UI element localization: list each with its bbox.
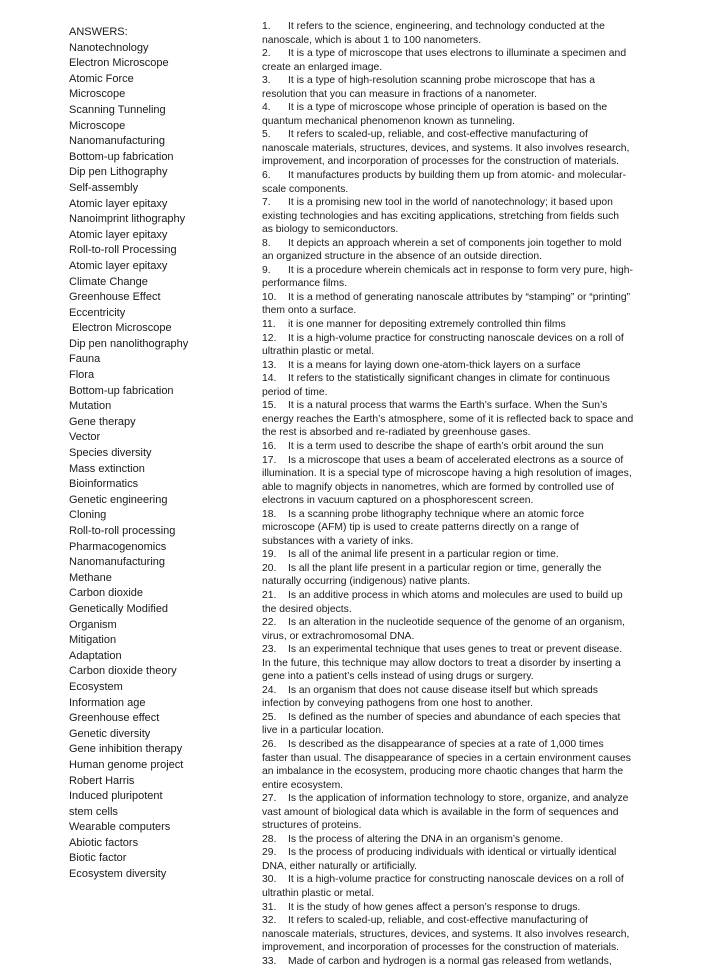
answer-item: Dip pen nanolithography: [69, 337, 189, 350]
question-continuation: [262, 88, 667, 102]
question-text: It is a method of generating nanoscale attributes by “stamping” or “printing”: [288, 291, 631, 303]
question-item: [262, 128, 667, 142]
question-text: Is all of the animal life present in a particular region or time.: [288, 549, 559, 561]
question-text: scale components.: [262, 183, 349, 195]
question-item: [262, 711, 667, 725]
question-text: Is an experimental technique that uses genes to treat or prevent disease.: [288, 644, 623, 656]
question-text: nanoscale materials, structures, devices, and systems. It also involves research,: [262, 142, 630, 154]
question-number: 8.: [262, 237, 271, 249]
question-number: 13.: [262, 359, 277, 371]
answer-item: Bottom-up fabrication: [69, 150, 174, 163]
question-number: 17.: [262, 454, 277, 466]
answer-item: Wearable computers: [69, 821, 171, 834]
question-continuation: [262, 670, 667, 684]
question-text: electrons in vacuum captured on a phosphorescent screen.: [262, 495, 534, 507]
question-continuation: [262, 941, 667, 955]
question-text: Is an organism that does not cause disease itself but which spreads: [288, 684, 598, 696]
question-item: [262, 589, 667, 603]
answer-item: Electron Microscope: [69, 57, 169, 70]
question-item: [262, 792, 667, 806]
question-continuation: [262, 752, 667, 766]
question-text: Is the process of producing individuals with identical or virtually identical: [288, 847, 617, 859]
question-number: 24.: [262, 684, 277, 696]
answer-item: Scanning Tunneling: [69, 103, 166, 116]
question-text: infection by conveying pathogens from one host to another.: [262, 698, 533, 710]
question-number: 15.: [262, 400, 277, 412]
question-text: as biology to semiconductors.: [262, 224, 399, 236]
question-continuation: [262, 115, 667, 129]
question-text: It is a natural process that warms the Earth’s surface. When the Sun’s: [288, 400, 608, 412]
answer-item: Genetically Modified: [69, 602, 169, 615]
answer-item: Robert Harris: [69, 774, 135, 787]
question-text: faster than usual. The disappearance of species in a certain environment causes: [262, 752, 631, 764]
answer-item: Bottom-up fabrication: [69, 384, 174, 397]
question-text: It is a term used to describe the shape of earth’s orbit around the sun: [288, 440, 604, 452]
answer-item: Abiotic factors: [69, 836, 139, 849]
answer-item: Greenhouse Effect: [69, 291, 161, 304]
question-text: period of time.: [262, 386, 328, 398]
question-number: 9.: [262, 264, 271, 276]
question-text: Is defined as the number of species and abundance of each species that: [288, 711, 621, 723]
question-number: 21.: [262, 589, 277, 601]
answer-item: Gene inhibition therapy: [69, 743, 183, 756]
answer-item: Nanoimprint lithography: [69, 213, 186, 226]
question-number: 7.: [262, 197, 271, 209]
question-continuation: [262, 155, 667, 169]
answer-item: Dip pen Lithography: [69, 166, 168, 179]
question-number: 16.: [262, 440, 277, 452]
question-text: It is the study of how genes affect a person’s response to drugs.: [288, 901, 581, 913]
question-number: 30.: [262, 874, 277, 886]
question-text: the desired objects.: [262, 603, 352, 615]
answer-item: Gene therapy: [69, 415, 136, 428]
answer-item: Carbon dioxide: [69, 587, 143, 600]
question-number: 19.: [262, 549, 277, 561]
question-number: 28.: [262, 833, 277, 845]
question-text: Is the application of information technology to store, organize, and analyze: [288, 793, 629, 805]
question-continuation: [262, 210, 667, 224]
answer-item: Bioinformatics: [69, 478, 139, 491]
question-text: the rest is absorbed and re-radiated by greenhouse gases.: [262, 427, 531, 439]
question-continuation: [262, 345, 667, 359]
question-continuation: [262, 250, 667, 264]
question-number: 18.: [262, 508, 277, 520]
question-item: [262, 318, 667, 332]
question-item: [262, 20, 667, 34]
question-text: Is a microscope that uses a beam of accelerated electrons as a source of: [288, 454, 624, 466]
question-text: It refers to the science, engineering, and technology conducted at the: [288, 21, 605, 32]
answer-item: Carbon dioxide theory: [69, 665, 177, 678]
question-number: 3.: [262, 75, 271, 87]
question-continuation: [262, 928, 667, 942]
answer-item: Fauna: [69, 353, 101, 366]
question-continuation: [262, 724, 667, 738]
question-continuation: [262, 806, 667, 820]
question-text: resolution that you can measure in fractions of a nanometer.: [262, 88, 537, 100]
question-text: DNA, either naturally or artificially.: [262, 860, 418, 872]
question-continuation: [262, 34, 667, 48]
question-text: live in a particular location.: [262, 725, 384, 737]
question-continuation: [262, 494, 667, 508]
question-number: 27.: [262, 793, 277, 805]
question-item: [262, 901, 667, 915]
answer-item: Nanomanufacturing: [69, 556, 166, 569]
question-item: [262, 101, 667, 115]
question-text: It is a high-volume practice for constructing nanoscale devices on a roll of: [288, 874, 624, 886]
answer-item: Eccentricity: [69, 306, 126, 319]
question-number: 25.: [262, 711, 277, 723]
question-number: 26.: [262, 738, 277, 750]
question-number: 33.: [262, 955, 277, 967]
question-text: existing technologies and has exciting applications, stretching from fields such: [262, 210, 620, 222]
question-item: [262, 264, 667, 278]
question-text: vast amount of biological data which is available in the form of sequences and: [262, 806, 619, 818]
answer-item: Organism: [69, 618, 117, 631]
question-text: nanoscale, which is about 1 to 100 nanometers.: [262, 34, 482, 46]
question-text: ultrathin plastic or metal.: [262, 346, 375, 358]
question-continuation: [262, 521, 667, 535]
question-continuation: [262, 223, 667, 237]
question-text: illumination. It is a special type of microscope having a high resolution of images,: [262, 468, 632, 480]
question-number: 29.: [262, 847, 277, 859]
question-continuation: [262, 765, 667, 779]
question-continuation: [262, 819, 667, 833]
question-continuation: [262, 779, 667, 793]
answer-item: Climate Change: [69, 275, 148, 288]
answer-item: Mutation: [69, 400, 112, 413]
question-text: improvement, and incorporation of processes for the construction of materials.: [262, 942, 620, 954]
question-text: structures of proteins.: [262, 820, 362, 832]
question-number: 4.: [262, 102, 271, 114]
question-text: Is an alteration in the nucleotide sequence of the genome of an organism,: [288, 617, 625, 629]
question-continuation: [262, 860, 667, 874]
answer-item: Atomic layer epitaxy: [69, 228, 168, 241]
question-item: [262, 47, 667, 61]
question-text: virus, or extrachromosomal DNA.: [262, 630, 415, 642]
answer-item: Cloning: [69, 509, 107, 522]
question-continuation: [262, 657, 667, 671]
answer-item: Electron Microscope: [72, 322, 172, 335]
question-text: It is a type of high-resolution scanning probe microscope that has a: [288, 75, 596, 87]
question-number: 22.: [262, 617, 277, 629]
question-item: [262, 196, 667, 210]
answer-item: Methane: [69, 571, 112, 584]
question-item: [262, 548, 667, 562]
answer-item: Biotic factor: [69, 852, 127, 865]
answer-item: Nanomanufacturing: [69, 135, 166, 148]
question-number: 2.: [262, 48, 271, 60]
question-number: 23.: [262, 644, 277, 656]
answer-item: stem cells: [69, 805, 118, 818]
question-text: It is a type of microscope whose principle of operation is based on the: [288, 102, 608, 114]
question-number: 32.: [262, 915, 277, 927]
question-text: Is described as the disappearance of species at a rate of 1,000 times: [288, 738, 604, 750]
question-text: In the future, this technique may allow doctors to treat a disorder by inserting a: [262, 657, 621, 669]
question-item: [262, 738, 667, 752]
answer-item: Genetic engineering: [69, 493, 168, 506]
question-text: gene into a patient’s cells instead of using drugs or surgery.: [262, 671, 534, 683]
question-item: [262, 291, 667, 305]
question-item: [262, 74, 667, 88]
answer-item: Genetic diversity: [69, 727, 151, 740]
question-continuation: [262, 630, 667, 644]
question-number: 6.: [262, 170, 271, 182]
question-text: It refers to scaled-up, reliable, and cost-effective manufacturing of: [288, 915, 588, 927]
question-item: [262, 359, 667, 373]
question-text: It depicts an approach wherein a set of components join together to mold: [288, 237, 622, 249]
answer-item: Mass extinction: [69, 462, 145, 475]
question-continuation: [262, 603, 667, 617]
question-number: 10.: [262, 291, 277, 303]
question-text: It refers to scaled-up, reliable, and cost-effective manufacturing of: [288, 129, 588, 141]
answer-item: Self-assembly: [69, 181, 139, 194]
question-text: Is the process of altering the DNA in an organism’s genome.: [288, 833, 564, 845]
questions-column: [262, 20, 667, 968]
answer-item: Adaptation: [69, 649, 122, 662]
answer-item: Microscope: [69, 88, 126, 101]
answer-item: Atomic layer epitaxy: [69, 259, 168, 272]
question-continuation: [262, 386, 667, 400]
question-text: Is an additive process in which atoms and molecules are used to build up: [288, 589, 623, 601]
question-text: It is a high-volume practice for constructing nanoscale devices on a roll of: [288, 332, 624, 344]
question-continuation: [262, 61, 667, 75]
question-text: substances with a variety of inks.: [262, 535, 414, 547]
question-item: [262, 914, 667, 928]
question-text: improvement, and incorporation of processes for the construction of materials.: [262, 156, 620, 168]
question-continuation: [262, 535, 667, 549]
answer-item: Species diversity: [69, 447, 152, 460]
question-item: [262, 237, 667, 251]
question-continuation: [262, 413, 667, 427]
answer-item: Roll-to-roll Processing: [69, 244, 177, 257]
question-text: an imbalance in the ecosystem, producing more chaotic changes that harm the: [262, 766, 624, 778]
question-text: It is a means for laying down one-atom-thick layers on a surface: [288, 359, 581, 371]
answer-item: Ecosystem diversity: [69, 868, 167, 881]
question-continuation: [262, 887, 667, 901]
question-text: quantum mechanical phenomenon known as tunneling.: [262, 115, 516, 127]
question-item: [262, 955, 667, 969]
question-text: it is one manner for depositing extremely controlled thin films: [288, 319, 566, 331]
question-text: naturally occurring (indigenous) native plants.: [262, 576, 471, 588]
question-text: create an enlarged image.: [262, 61, 383, 73]
question-text: Made of carbon and hydrogen is a normal gas released from wetlands,: [288, 955, 612, 967]
question-continuation: [262, 575, 667, 589]
answer-item: Human genome project: [69, 758, 184, 771]
question-text: them onto a surface.: [262, 305, 357, 317]
answer-item: Roll-to-roll processing: [69, 525, 176, 537]
answer-item: Atomic Force: [69, 72, 134, 85]
answer-item: Flora: [69, 369, 95, 382]
question-item: [262, 562, 667, 576]
answers-list: [69, 41, 249, 883]
question-number: 5.: [262, 129, 271, 141]
answer-item: Microscope: [69, 119, 126, 132]
question-item: [262, 332, 667, 346]
question-text: energy reaches the Earth’s atmosphere, some of it is reflected back to space and: [262, 413, 634, 425]
question-text: ultrathin plastic or metal.: [262, 888, 375, 899]
answer-item: Vector: [69, 431, 101, 444]
question-continuation: [262, 277, 667, 291]
question-text: It is a promising new tool in the world of nanotechnology; it based upon: [288, 197, 613, 209]
question-text: microscope (AFM) tip is used to create patterns directly on a range of: [262, 522, 579, 534]
question-item: [262, 873, 667, 887]
question-number: 20.: [262, 562, 277, 574]
answer-item: Information age: [69, 696, 146, 709]
question-item: [262, 643, 667, 657]
question-text: Is a scanning probe lithography technique where an atomic force: [288, 508, 585, 520]
question-continuation: [262, 467, 667, 481]
question-text: Is all the plant life present in a particular region or time, generally the: [288, 562, 602, 574]
question-item: [262, 616, 667, 630]
answers-column: [69, 25, 249, 883]
question-text: It is a type of microscope that uses electrons to illuminate a specimen and: [288, 48, 627, 60]
question-item: [262, 508, 667, 522]
question-text: able to magnify objects in nanometres, which are formed by controlled use of: [262, 481, 614, 493]
question-item: [262, 169, 667, 183]
question-item: [262, 372, 667, 386]
question-text: It is a procedure wherein chemicals act in response to form very pure, high-: [288, 264, 633, 276]
answer-item: Atomic layer epitaxy: [69, 197, 168, 210]
answers-heading: ANSWERS:: [69, 26, 128, 38]
question-text: entire ecosystem.: [262, 779, 344, 791]
question-continuation: [262, 481, 667, 495]
question-continuation: [262, 142, 667, 156]
question-item: [262, 399, 667, 413]
answer-item: Ecosystem: [69, 680, 123, 693]
question-number: 14.: [262, 373, 277, 385]
question-number: 1.: [262, 21, 271, 32]
answer-item: Nanotechnology: [69, 41, 149, 54]
question-text: It manufactures products by building them up from atomic- and molecular-: [288, 170, 627, 182]
question-number: 31.: [262, 901, 277, 913]
question-continuation: [262, 426, 667, 440]
answer-item: Greenhouse effect: [69, 712, 160, 725]
question-item: [262, 833, 667, 847]
question-item: [262, 440, 667, 454]
question-item: [262, 454, 667, 468]
question-text: It refers to the statistically significant changes in climate for continuous: [288, 373, 610, 385]
question-item: [262, 846, 667, 860]
question-continuation: [262, 697, 667, 711]
question-item: [262, 684, 667, 698]
answer-item: Induced pluripotent: [69, 790, 163, 803]
question-text: performance films.: [262, 278, 348, 290]
question-text: nanoscale materials, structures, devices, and systems. It also involves research,: [262, 928, 630, 940]
question-text: an organized structure in the absence of an outside direction.: [262, 251, 543, 263]
question-number: 11.: [262, 319, 276, 331]
question-continuation: [262, 304, 667, 318]
question-continuation: [262, 183, 667, 197]
question-number: 12.: [262, 332, 277, 344]
answer-item: Mitigation: [69, 634, 117, 647]
answer-item: Pharmacogenomics: [69, 540, 167, 553]
